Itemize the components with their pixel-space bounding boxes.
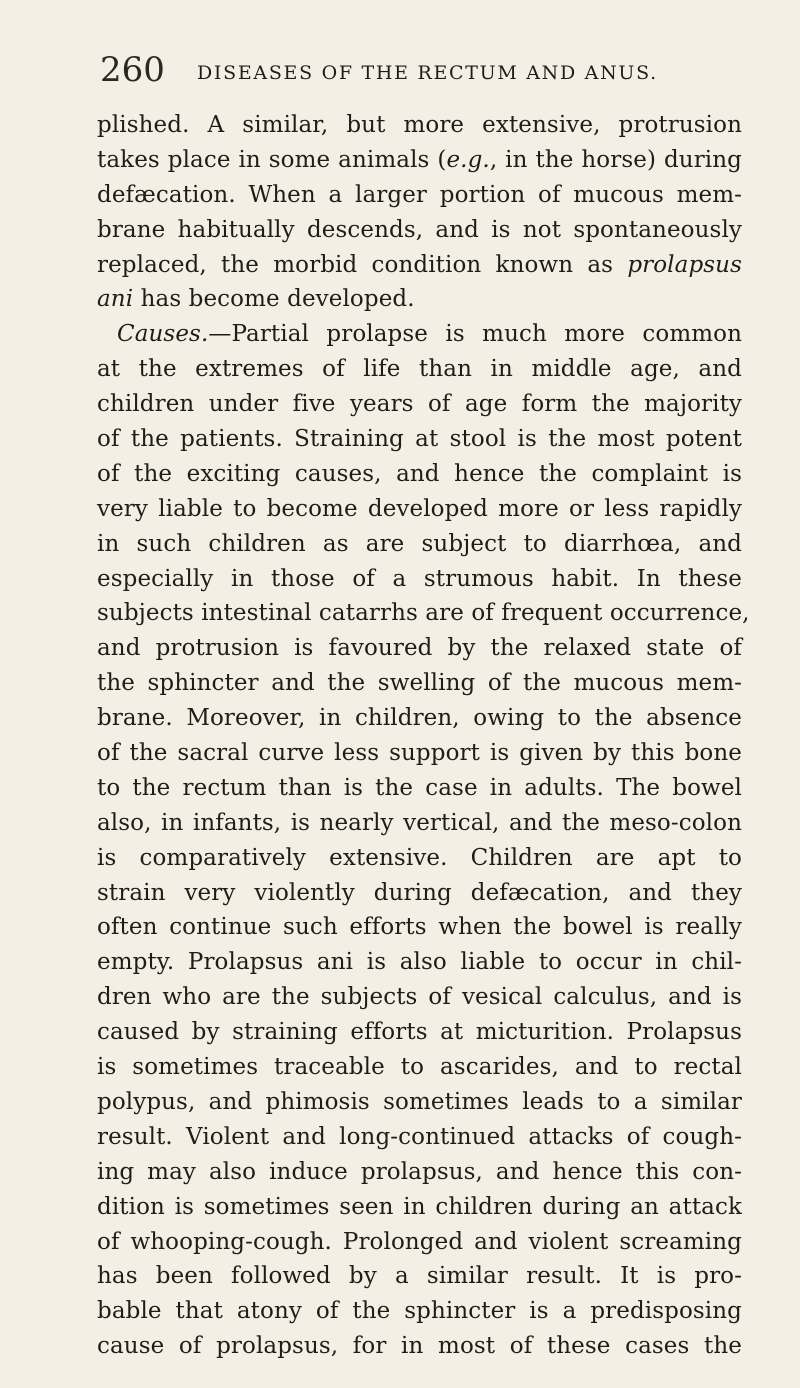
text-line: defæcation. When a larger portion of mucous mem- bbox=[97, 181, 742, 208]
text-line: plished. A similar, but more extensive, protrusion bbox=[97, 112, 742, 138]
page-number: 260 bbox=[100, 50, 165, 90]
section-heading-causes: Causes. bbox=[117, 321, 209, 348]
text-line: ani has become developed. bbox=[97, 286, 415, 313]
text-line: of the sacral curve less support is given by this bone bbox=[97, 740, 742, 767]
text-line: has been followed by a similar result. It is pro- bbox=[97, 1263, 742, 1290]
text-line: the sphincter and the swelling of the mucous mem- bbox=[97, 670, 742, 697]
text-line: of whooping-cough. Prolonged and violent screaming bbox=[97, 1228, 742, 1255]
text-line: polypus, and phimosis sometimes leads to a similar bbox=[97, 1088, 742, 1115]
text-line: also, in infants, is nearly vertical, and the meso-colon bbox=[97, 809, 742, 836]
text-line: dition is sometimes seen in children during an attack bbox=[97, 1193, 742, 1220]
eg-abbreviation: e.g. bbox=[446, 146, 490, 173]
text-line: ing may also induce prolapsus, and hence this con- bbox=[97, 1158, 742, 1185]
running-title: DISEASES OF THE RECTUM AND ANUS. bbox=[197, 62, 658, 84]
text-line: replaced, the morbid condition known as prolapsus bbox=[97, 251, 742, 278]
text-line: caused by straining efforts at micturition. Prolapsus bbox=[97, 1019, 742, 1046]
text-line: is comparatively extensive. Children are apt to bbox=[97, 844, 742, 871]
text-line: strain very violently during defæcation, and they bbox=[97, 879, 742, 906]
text-line: very liable to become developed more or less rapidly bbox=[97, 495, 742, 522]
text-line: is sometimes traceable to ascarides, and to rectal bbox=[97, 1054, 742, 1081]
text-line: in such children as are subject to diarrhœa, and bbox=[97, 530, 742, 557]
text-line: cause of prolapsus, for in most of these cases the bbox=[97, 1333, 742, 1360]
text-line: empty. Prolapsus ani is also liable to occur in chil- bbox=[97, 949, 742, 976]
text-line: bable that atony of the sphincter is a predisposing bbox=[97, 1298, 742, 1325]
text-line: Causes.—Partial prolapse is much more common bbox=[117, 321, 742, 348]
term-ani: ani bbox=[97, 286, 134, 313]
text-line: of the exciting causes, and hence the complaint is bbox=[97, 460, 742, 487]
text-line: to the rectum than is the case in adults. The bowel bbox=[97, 774, 742, 801]
text-line: brane. Moreover, in children, owing to the absence bbox=[97, 705, 742, 732]
text-line: at the extremes of life than in middle age, and bbox=[97, 356, 742, 383]
text-line: subjects intestinal catarrhs are of frequent occurrence, bbox=[97, 600, 750, 627]
text-line: children under five years of age form the majority bbox=[97, 391, 742, 418]
text-line: of the patients. Straining at stool is the most potent bbox=[97, 426, 742, 453]
text-line: brane habitually descends, and is not spontaneously bbox=[97, 216, 742, 243]
text-line: especially in those of a strumous habit. In these bbox=[97, 565, 742, 592]
text-line: dren who are the subjects of vesical calculus, and is bbox=[97, 984, 742, 1011]
text-line: often continue such efforts when the bowel is really bbox=[97, 914, 742, 941]
text-line: and protrusion is favoured by the relaxed state of bbox=[97, 635, 742, 662]
term-prolapsus: prolapsus bbox=[627, 251, 742, 278]
text-line: result. Violent and long-continued attacks of cough- bbox=[97, 1123, 742, 1150]
body-text bbox=[97, 108, 750, 1364]
running-head bbox=[97, 50, 742, 96]
text-line: takes place in some animals (e.g., in the horse) during bbox=[97, 146, 742, 173]
